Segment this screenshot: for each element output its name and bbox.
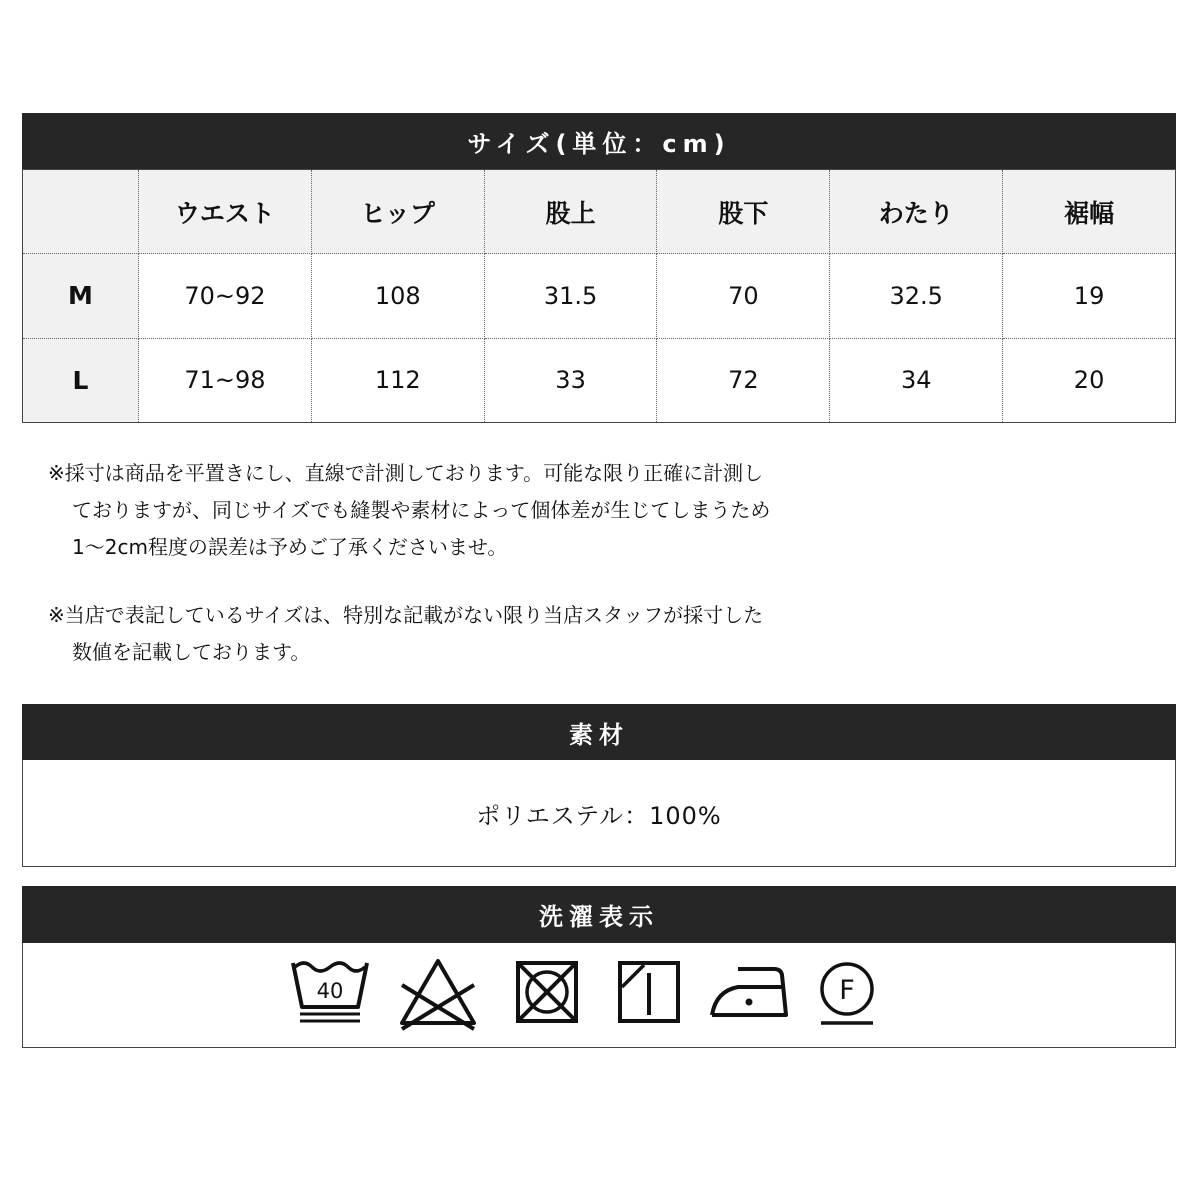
table-corner-cell xyxy=(23,170,139,254)
iron-low-icon xyxy=(708,957,792,1027)
note-line: ※当店で表記しているサイズは、特別な記載がない限り当店スタッフが採寸した xyxy=(48,603,764,627)
table-cell: 19 xyxy=(1003,254,1176,338)
measurement-note xyxy=(48,455,770,566)
column-header: わたり xyxy=(830,170,1003,254)
size-section-title: サイズ(単位：cm) xyxy=(22,113,1176,169)
material-box xyxy=(22,760,1176,867)
no-tumble-dry-icon xyxy=(512,957,582,1027)
note-line: ておりますが、同じサイズでも縫製や素材によって個体差が生じてしまうため xyxy=(72,498,771,522)
table-cell: 72 xyxy=(657,338,830,422)
size-label: L xyxy=(23,338,139,422)
table-cell: 112 xyxy=(311,338,484,422)
wash-symbols-box xyxy=(22,943,1176,1048)
table-cell: 34 xyxy=(830,338,1003,422)
table-cell: 20 xyxy=(1003,338,1176,422)
no-bleach-icon xyxy=(398,957,478,1031)
column-header: 股上 xyxy=(484,170,657,254)
table-cell: 70~92 xyxy=(139,254,312,338)
table-header-row xyxy=(23,170,1176,254)
wash-40-gentle-icon xyxy=(290,957,370,1031)
table-cell: 71~98 xyxy=(139,338,312,422)
dry-clean-f-icon xyxy=(815,957,879,1027)
size-note xyxy=(48,597,763,671)
table-row xyxy=(23,338,1176,422)
wash-temp-label: 40 xyxy=(316,979,344,1003)
material-section-title: 素材 xyxy=(22,704,1176,760)
table-row xyxy=(23,254,1176,338)
column-header: 股下 xyxy=(657,170,830,254)
table-cell: 108 xyxy=(311,254,484,338)
note-line: ※採寸は商品を平置きにし、直線で計測しております。可能な限り正確に計測し xyxy=(48,461,764,485)
table-cell: 33 xyxy=(484,338,657,422)
size-label: M xyxy=(23,254,139,338)
column-header: 裾幅 xyxy=(1003,170,1176,254)
material-text: ポリエステル：100% xyxy=(476,801,722,830)
column-header: ヒップ xyxy=(311,170,484,254)
table-cell: 70 xyxy=(657,254,830,338)
dry-clean-label: F xyxy=(839,975,855,1006)
table-cell: 31.5 xyxy=(484,254,657,338)
note-line: 1〜2cm程度の誤差は予めご了承くださいませ。 xyxy=(72,535,508,559)
size-table xyxy=(22,169,1176,423)
wash-section-title: 洗濯表示 xyxy=(22,886,1176,943)
line-dry-shade-icon xyxy=(614,957,684,1027)
note-line: 数値を記載しております。 xyxy=(72,640,311,664)
table-cell: 32.5 xyxy=(830,254,1003,338)
column-header: ウエスト xyxy=(139,170,312,254)
